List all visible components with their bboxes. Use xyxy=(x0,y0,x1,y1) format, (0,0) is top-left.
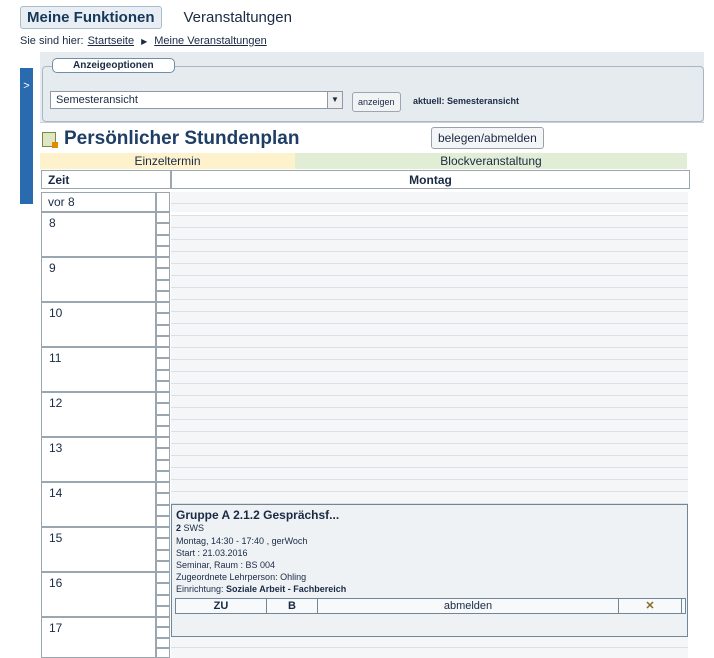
time-subcell xyxy=(156,471,170,482)
legend-row xyxy=(40,153,704,169)
event-institution xyxy=(176,584,346,594)
schedule-icon xyxy=(42,132,56,147)
tab-meine-funktionen[interactable]: Meine Funktionen xyxy=(20,6,162,29)
time-subcell xyxy=(156,426,170,437)
time-subcell xyxy=(156,493,170,504)
breadcrumb-current-link[interactable]: Meine Veranstaltungen xyxy=(154,35,267,47)
time-subcell xyxy=(156,437,170,448)
event-abmelden-button[interactable]: abmelden xyxy=(318,599,619,613)
main-content xyxy=(40,52,704,658)
time-subcell xyxy=(156,638,170,648)
time-subcell xyxy=(156,516,170,527)
time-subcell xyxy=(156,235,170,246)
time-subcell xyxy=(156,617,170,627)
time-subcell xyxy=(156,257,170,268)
event-zu-button[interactable]: ZU xyxy=(176,599,267,613)
time-16: 16 xyxy=(41,572,156,617)
time-subcell xyxy=(156,370,170,381)
event-title[interactable]: Gruppe A 2.1.2 Gesprächsf... xyxy=(176,508,340,522)
time-subcell xyxy=(156,505,170,516)
time-subcell xyxy=(156,606,170,617)
time-subcell xyxy=(156,246,170,257)
time-subcell xyxy=(156,627,170,637)
time-subcell xyxy=(156,192,170,212)
time-subcell xyxy=(156,392,170,403)
time-subcell xyxy=(156,415,170,426)
header-time: Zeit xyxy=(41,170,171,189)
time-subcell xyxy=(156,223,170,234)
time-subcell xyxy=(156,280,170,291)
breadcrumb-arrow-icon: ▶ xyxy=(141,36,148,46)
event-sws-value: 2 xyxy=(176,523,182,533)
time-subcell xyxy=(156,325,170,336)
time-14: 14 xyxy=(41,482,156,527)
time-10: 10 xyxy=(41,302,156,347)
time-subcell xyxy=(156,291,170,302)
time-subcell xyxy=(156,460,170,471)
time-subcell xyxy=(156,358,170,369)
event-when: Montag, 14:30 - 17:40 , gerWoch xyxy=(176,536,308,546)
time-subcell xyxy=(156,347,170,358)
time-9: 9 xyxy=(41,257,156,302)
page-title-row xyxy=(42,128,299,150)
top-navigation xyxy=(20,5,292,29)
legend-single-appointment: Einzeltermin xyxy=(40,153,295,169)
show-button[interactable]: anzeigen xyxy=(352,92,401,112)
time-11: 11 xyxy=(41,347,156,392)
event-start: Start : 21.03.2016 xyxy=(176,548,248,558)
time-subcell xyxy=(156,561,170,572)
time-subcell xyxy=(156,403,170,414)
chevron-down-icon[interactable]: ▼ xyxy=(327,92,342,108)
view-select-value: Semesteransicht xyxy=(56,94,138,106)
time-subcell xyxy=(156,336,170,347)
time-subcell xyxy=(156,448,170,459)
legend-block-event: Blockveranstaltung xyxy=(295,153,687,169)
event-sws xyxy=(176,523,204,533)
time-subcell xyxy=(156,550,170,561)
time-8: 8 xyxy=(41,212,156,257)
time-13: 13 xyxy=(41,437,156,482)
sidebar-toggle[interactable]: > xyxy=(20,68,33,204)
event-actions xyxy=(175,598,686,614)
time-12: 12 xyxy=(41,392,156,437)
tab-veranstaltungen[interactable]: Veranstaltungen xyxy=(183,8,292,26)
page-title: Persönlicher Stundenplan xyxy=(64,128,300,149)
breadcrumb-home-link[interactable]: Startseite xyxy=(87,35,135,47)
time-subcell xyxy=(156,648,170,658)
time-15: 15 xyxy=(41,527,156,572)
time-subcell xyxy=(156,538,170,549)
grid-hour-divider xyxy=(171,212,688,215)
time-subcell xyxy=(156,482,170,493)
display-options-legend: Anzeigeoptionen xyxy=(52,58,175,73)
event-teacher: Zugeordnete Lehrperson: Ohling xyxy=(176,572,307,582)
time-subcell xyxy=(156,302,170,313)
time-subcell xyxy=(156,527,170,538)
event-sws-label: SWS xyxy=(183,523,205,533)
view-select[interactable] xyxy=(50,91,343,109)
time-before-8: vor 8 xyxy=(41,192,156,212)
time-subcell xyxy=(156,583,170,594)
current-view-label: aktuell: Semesteransicht xyxy=(413,96,520,106)
time-subcell xyxy=(156,268,170,279)
event-b-button[interactable]: B xyxy=(267,599,318,613)
event-institution-value: Soziale Arbeit - Fachbereich xyxy=(226,584,347,594)
time-subcell xyxy=(156,381,170,392)
breadcrumb-prefix: Sie sind hier: xyxy=(20,35,84,47)
event-card[interactable] xyxy=(171,504,688,637)
time-subcell xyxy=(156,313,170,324)
time-subcell xyxy=(156,595,170,606)
breadcrumb xyxy=(20,35,267,47)
time-subcell xyxy=(156,212,170,223)
event-room: Seminar, Raum : BS 004 xyxy=(176,560,276,570)
time-subcell xyxy=(156,572,170,583)
event-institution-label: Einrichtung: xyxy=(176,584,224,594)
display-options-panel xyxy=(40,52,704,123)
header-monday: Montag xyxy=(171,170,690,189)
time-17: 17 xyxy=(41,617,156,658)
delete-icon[interactable]: ✕ xyxy=(619,599,682,613)
book-unbook-button[interactable]: belegen/abmelden xyxy=(431,127,544,149)
